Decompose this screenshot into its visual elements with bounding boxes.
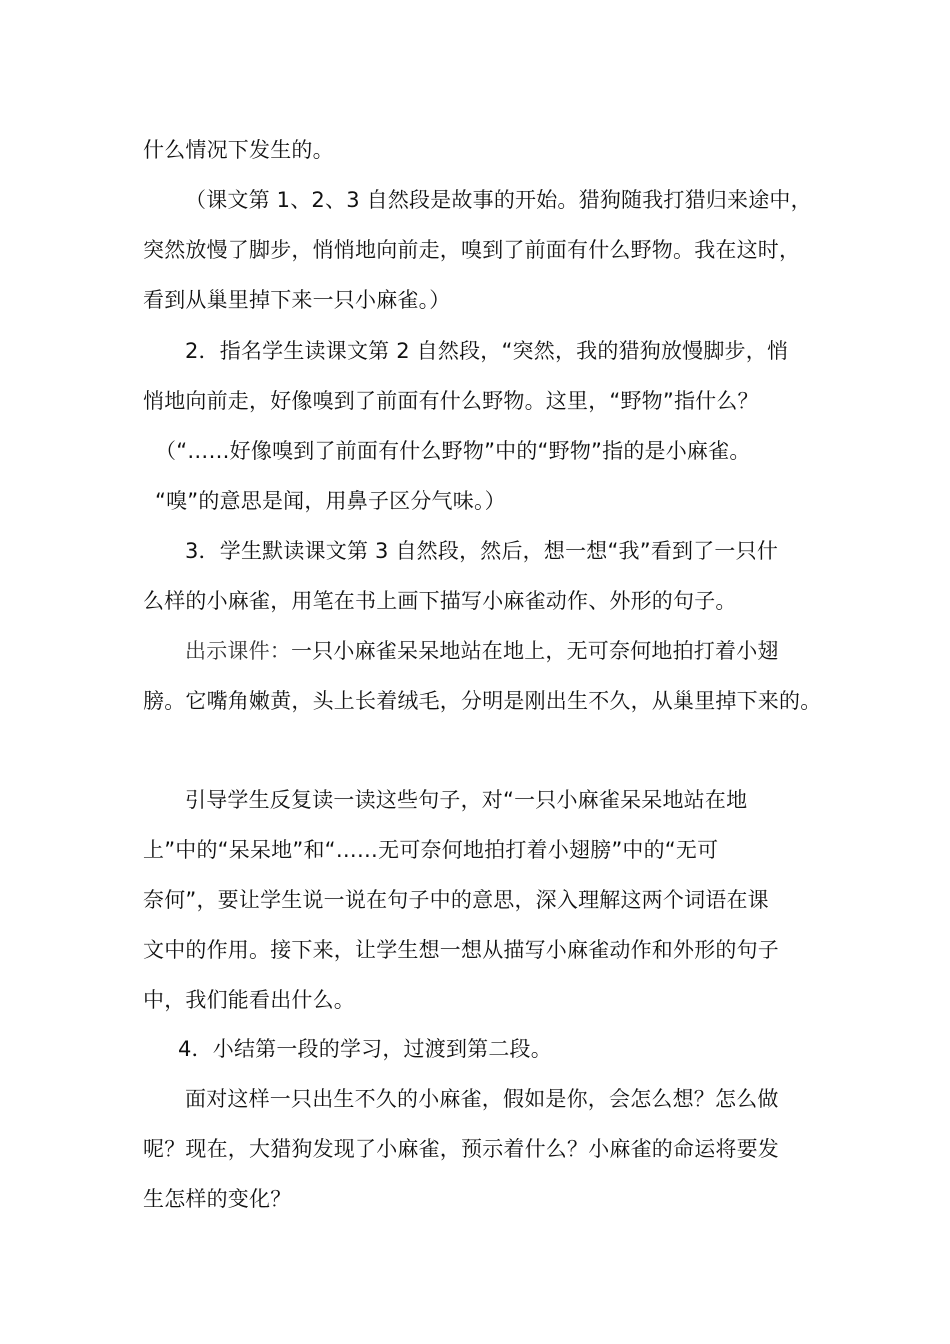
text-line: 悄地向前走，好像嗅到了前面有什么野物。这里，“野物”指什么？ xyxy=(143,389,759,413)
text-line: 呢？现在，大猎狗发现了小麻雀，预示着什么？小麻雀的命运将要发 xyxy=(143,1137,779,1161)
text-line: （课文第 1、2、3 自然段是故事的开始。猎狗随我打猎归来途中， xyxy=(185,188,812,212)
text-line: 3．学生默读课文第 3 自然段，然后，想一想“我”看到了一只什 xyxy=(185,539,779,563)
text-line: 4．小结第一段的学习，过渡到第二段。 xyxy=(178,1037,552,1061)
text-line: 膀。它嘴角嫩黄，头上长着绒毛，分明是刚出生不久，从巢里掉下来的。 xyxy=(143,689,822,713)
text-line: 2．指名学生读课文第 2 自然段，“突然，我的猎狗放慢脚步，悄 xyxy=(185,339,789,363)
text-line: 引导学生反复读一读这些句子，对“一只小麻雀呆呆地站在地 xyxy=(185,788,748,812)
courseware-text: 一只小麻雀呆呆地站在地上，无可奈何地拍打着小翅 xyxy=(291,639,779,663)
text-line: 上”中的“呆呆地”和“……无可奈何地拍打着小翅膀”中的“无可 xyxy=(143,838,719,862)
text-line: （“……好像嗅到了前面有什么野物”中的“野物”指的是小麻雀。 xyxy=(155,439,751,463)
text-line: 面对这样一只出生不久的小麻雀，假如是你，会怎么想？怎么做 xyxy=(185,1087,779,1111)
text-line: 么样的小麻雀，用笔在书上画下描写小麻雀动作、外形的句子。 xyxy=(143,589,737,613)
text-line: 奈何”，要让学生说一说在句子中的意思，深入理解这两个词语在课 xyxy=(143,888,769,912)
text-line: 突然放慢了脚步，悄悄地向前走，嗅到了前面有什么野物。我在这时， xyxy=(143,238,801,262)
text-line: 文中的作用。接下来，让学生想一想从描写小麻雀动作和外形的句子 xyxy=(143,938,779,962)
text-line: 生怎样的变化？ xyxy=(143,1187,292,1211)
courseware-line xyxy=(185,637,779,665)
text-line: 什么情况下发生的。 xyxy=(143,138,334,162)
text-line: “嗅”的意思是闻，用鼻子区分气味。） xyxy=(155,489,506,513)
text-line: 中，我们能看出什么。 xyxy=(143,988,355,1012)
courseware-label: 出示课件： xyxy=(185,639,291,663)
text-line: 看到从巢里掉下来一只小麻雀。） xyxy=(143,288,451,312)
